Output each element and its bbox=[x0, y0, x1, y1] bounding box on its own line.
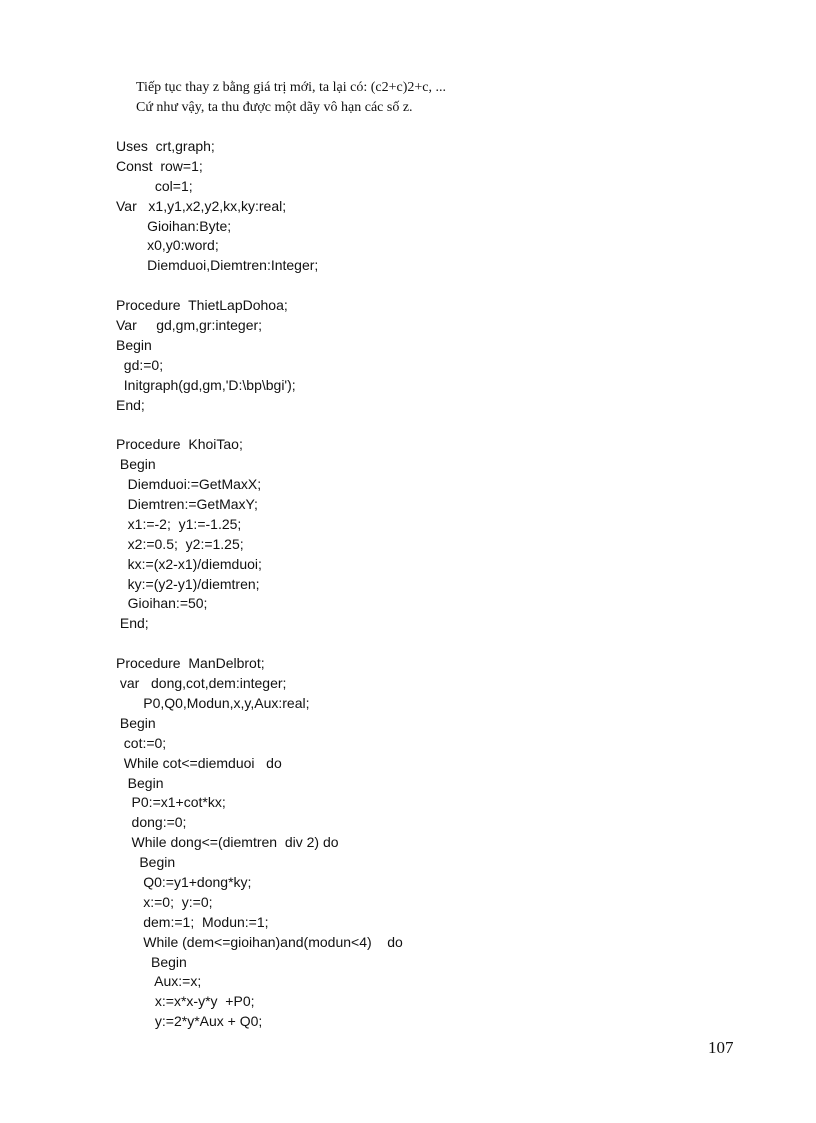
code-line: Gioihan:Byte; bbox=[116, 217, 232, 234]
code-line: Begin bbox=[116, 714, 156, 731]
code-line: Begin bbox=[116, 854, 176, 871]
code-line: cot:=0; bbox=[116, 734, 167, 751]
code-line: dong:=0; bbox=[116, 814, 187, 831]
code-line: P0,Q0,Modun,x,y,Aux:real; bbox=[116, 694, 310, 711]
code-line: Q0:=y1+dong*ky; bbox=[116, 873, 252, 890]
code-line: x1:=-2; y1:=-1.25; bbox=[116, 515, 242, 532]
code-line: Var x1,y1,x2,y2,kx,ky:real; bbox=[116, 197, 287, 214]
code-line: Begin bbox=[116, 336, 152, 353]
code-line: Initgraph(gd,gm,'D:\bp\bgi'); bbox=[116, 376, 296, 393]
code-line: Begin bbox=[116, 456, 156, 473]
code-line: Uses crt,graph; bbox=[116, 138, 215, 154]
code-line bbox=[116, 276, 403, 296]
code-line: x2:=0.5; y2:=1.25; bbox=[116, 535, 244, 552]
code-line: Diemtren:=GetMaxY; bbox=[116, 496, 258, 513]
code-line: Const row=1; bbox=[116, 157, 203, 174]
code-line: gd:=0; bbox=[116, 356, 164, 373]
code-listing bbox=[116, 137, 403, 1032]
code-line: col=1; bbox=[116, 177, 193, 194]
code-line: End; bbox=[116, 396, 145, 413]
code-line: kx:=(x2-x1)/diemduoi; bbox=[116, 555, 262, 572]
code-line: Diemduoi,Diemtren:Integer; bbox=[116, 257, 319, 274]
code-line: Var gd,gm,gr:integer; bbox=[116, 317, 263, 334]
code-line: Gioihan:=50; bbox=[116, 595, 208, 612]
code-line: Procedure KhoiTao; bbox=[116, 436, 243, 453]
code-line: dem:=1; Modun:=1; bbox=[116, 913, 269, 930]
code-line: ky:=(y2-y1)/diemtren; bbox=[116, 575, 260, 592]
code-line: Diemduoi:=GetMaxX; bbox=[116, 476, 262, 493]
intro-paragraph bbox=[136, 78, 446, 118]
code-line: Begin bbox=[116, 953, 187, 970]
code-line: y:=2*y*Aux + Q0; bbox=[116, 1013, 263, 1030]
code-line: x0,y0:word; bbox=[116, 237, 219, 254]
code-line bbox=[116, 415, 403, 435]
code-line: var dong,cot,dem:integer; bbox=[116, 675, 287, 692]
intro-line: Tiếp tục thay z bằng giá trị mới, ta lại có: (c2+c)2+c, ... bbox=[136, 80, 446, 95]
code-line: x:=x*x-y*y +P0; bbox=[116, 993, 255, 1010]
code-line: While dong<=(diemtren div 2) do bbox=[116, 834, 339, 851]
code-line: While cot<=diemduoi do bbox=[116, 754, 282, 771]
code-line bbox=[116, 634, 403, 654]
code-line: x:=0; y:=0; bbox=[116, 893, 213, 910]
code-line: Procedure ManDelbrot; bbox=[116, 655, 265, 672]
code-line: While (dem<=gioihan)and(modun<4) do bbox=[116, 933, 403, 950]
code-line: Begin bbox=[116, 774, 164, 791]
code-line: End; bbox=[116, 615, 149, 632]
intro-line: Cứ như vậy, ta thu được một dãy vô hạn các số z. bbox=[136, 100, 413, 115]
code-line: Aux:=x; bbox=[116, 973, 202, 990]
code-line: Procedure ThietLapDohoa; bbox=[116, 297, 288, 314]
code-line: P0:=x1+cot*kx; bbox=[116, 794, 226, 811]
page-number: 107 bbox=[708, 1038, 734, 1057]
